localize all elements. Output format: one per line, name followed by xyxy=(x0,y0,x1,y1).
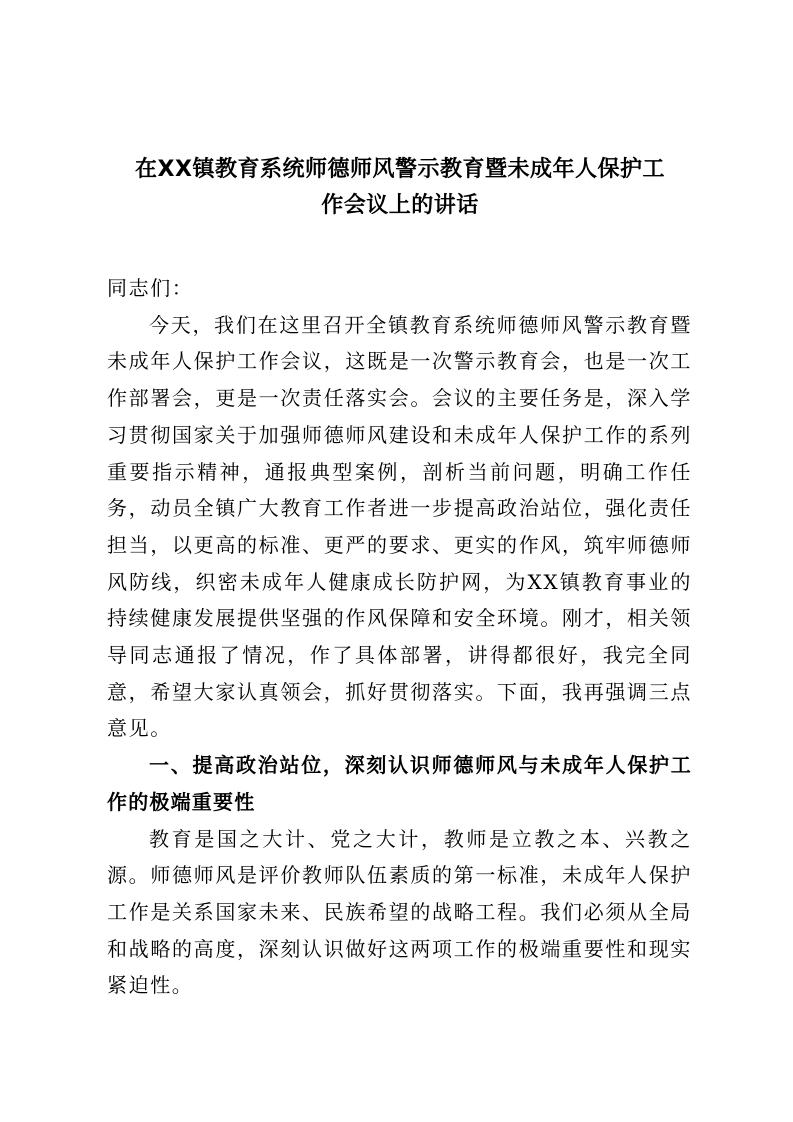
section-1-paragraph: 教育是国之大计、党之大计，教师是立教之本、兴教之源。师德师风是评价教师队伍素质的第一标准，未成年人保护工作是关系国家未来、民族希望的战略工程。我们必须从全局和战略的高度，深刻认识做好这两项工作的极端重要性和现实紧迫性。 xyxy=(107,826,692,998)
section-heading-1: 一、提高政治站位，深刻认识师德师风与未成年人保护工作的极端重要性 xyxy=(107,753,692,814)
salutation: 同志们： xyxy=(107,276,194,300)
intro-paragraph: 今天，我们在这里召开全镇教育系统师德师风警示教育暨未成年人保护工作会议，这既是一次警示教育会，也是一次工作部署会，更是一次责任落实会。会议的主要任务是，深入学习贯彻国家关于加强师德师风建设和未成年人保护工作的系列重要指示精神，通报典型案例，剖析当前问题，明确工作任务，动员全镇广大教育工作者进一步提高政治站位，强化责任担当，以更高的标准、更严的要求、更实的作风，筑牢师德师风防线，织密未成年人健康成长防护网，为XX镇教育事业的持续健康发展提供坚强的作风保障和安全环境。刚才，相关领导同志通报了情况，作了具体部署，讲得都很好，我完全同意，希望大家认真领会，抓好贯彻落实。下面，我再强调三点意见。 xyxy=(107,312,692,741)
title-line-1: 在XX镇教育系统师德师风警示教育暨未成年人保护工 xyxy=(135,157,665,182)
title-line-2: 作会议上的讲话 xyxy=(321,193,479,218)
document-title xyxy=(100,152,700,224)
document-body xyxy=(107,270,692,1004)
